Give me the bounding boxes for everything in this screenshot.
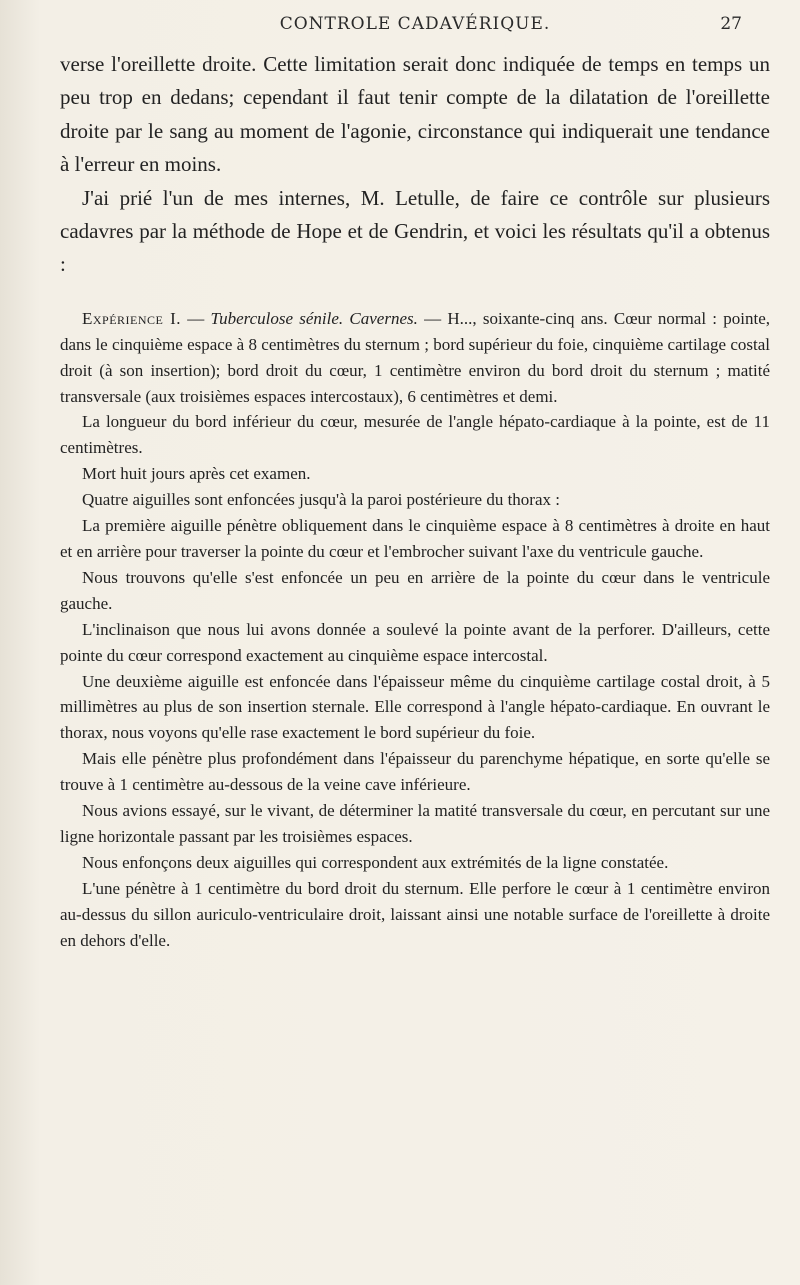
report-paragraph: Quatre aiguilles sont enfoncées jusqu'à la paroi postérieure du thorax : [82,490,560,510]
experiment-report [60,306,770,954]
report-paragraph: L'inclinaison que nous lui avons donnée a soulevé la pointe avant de la perforer. D'ailleurs, cette pointe du cœur correspond exactement au cinquième espace intercostal. [60,619,770,665]
experiment-title: Tuberculose sénile. Cavernes. [210,308,418,328]
page-number: 27 [720,14,742,34]
report-paragraph: Nous trouvons qu'elle s'est enfoncée un peu en arrière de la pointe du cœur dans le ventricule gauche. [60,567,770,613]
report-paragraph: Nous enfonçons deux aiguilles qui correspondent aux extrémités de la ligne constatée. [82,852,669,872]
experiment-dash: — [181,308,211,328]
report-paragraph: Nous avions essayé, sur le vivant, de déterminer la matité transversale du cœur, en percutant sur une ligne horizontale passant par les troisièmes espaces. [60,801,770,846]
report-paragraph: La première aiguille pénètre obliquement dans le cinquième espace à 8 centimètres à droite en haut et en arrière pour traverser la pointe du cœur et l'embrocher suivant l'axe du ventricule gauche. [60,516,770,561]
experiment-description: — H..., soixante-cinq ans. Cœur normal : pointe, dans le cinquième espace à 8 centimètres du sternum ; bord supérieur du foie, cinquième cartilage costal droit (à son insertion); bord droit du cœur, 1 centimètre environ du bord droit du sternum ; matité transversale (aux troisièmes espaces intercostaux), 6 centimètres et demi. [60,308,771,406]
report-paragraph: Une deuxième aiguille est enfoncée dans l'épaisseur même du cinquième cartilage costal droit, à 5 millimètres au plus de son insertion sternale. Elle correspond à l'angle hépato-cardiaque. En ouvrant le thorax, nous voyons qu'elle rase exactement le bord supérieur du foie. [60,671,770,743]
report-paragraph: L'une pénètre à 1 centimètre du bord droit du sternum. Elle perfore le cœur à 1 centimètre environ au-dessus du sillon auriculo-ventriculaire droit, laissant ainsi une notable surface de l'oreillette à droite en dehors d'elle. [60,878,770,950]
page-header [60,0,770,48]
intro-text [60,48,770,282]
intro-paragraph-2: J'ai prié l'un de mes internes, M. Letulle, de faire ce contrôle sur plusieurs cadavres par la méthode de Hope et de Gendrin, et voici les résultats qu'il a obtenus : [60,185,770,277]
experiment-label: Expérience I. [82,308,182,328]
report-paragraph: Mais elle pénètre plus profondément dans l'épaisseur du parenchyme hépatique, en sorte qu'elle se trouve à 1 centimètre au-dessous de la veine cave inférieure. [60,749,770,795]
report-paragraph: Mort huit jours après cet examen. [82,464,311,484]
experiment-heading-paragraph [60,306,770,410]
running-head: CONTROLE CADAVÉRIQUE. [279,14,551,34]
intro-paragraph-1: verse l'oreillette droite. Cette limitation serait donc indiquée de temps en temps un peu trop en dedans; cependant il faut tenir compte de la dilatation de l'oreillette droite par le sang au moment de l'agonie, circonstance qui indiquerait une tendance à l'erreur en moins. [60,52,770,177]
report-paragraph: La longueur du bord inférieur du cœur, mesurée de l'angle hépato-cardiaque à la pointe, est de 11 centimètres. [60,412,770,458]
